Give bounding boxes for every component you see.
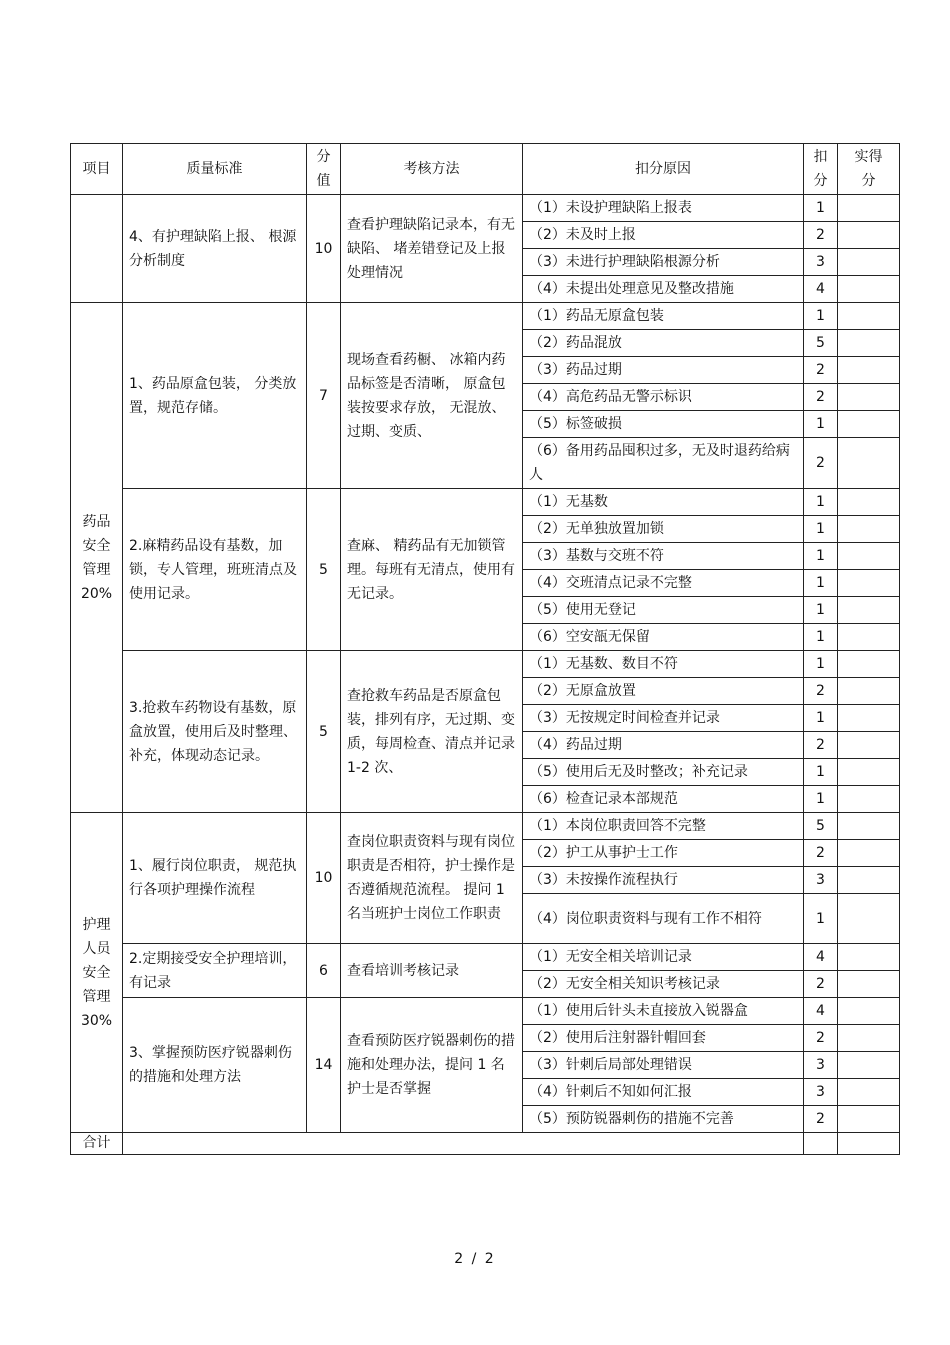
- deduction-reason: （4）交班清点记录不完整: [523, 570, 804, 597]
- deduction-reason: （3）基数与交班不符: [523, 543, 804, 570]
- actual-score-cell[interactable]: [838, 330, 900, 357]
- deduction-reason: （1）药品无原盒包装: [523, 303, 804, 330]
- deduction-points: 3: [804, 249, 838, 276]
- deduction-points: 3: [804, 1079, 838, 1106]
- assessment-method: 查抢救车药品是否原盒包装，排列有序，无过期、变质，每周检查、清点并记录 1-2 次、: [341, 651, 523, 813]
- total-deduct-cell[interactable]: [804, 1133, 838, 1155]
- deduction-reason: （2）药品混放: [523, 330, 804, 357]
- header-standard: 质量标准: [123, 144, 307, 195]
- deduction-points: 1: [804, 303, 838, 330]
- reason-row: [71, 489, 900, 516]
- deduction-points: 4: [804, 944, 838, 971]
- quality-standard: 2.定期接受安全护理培训，有记录: [123, 944, 307, 998]
- actual-score-cell[interactable]: [838, 840, 900, 867]
- score-value: 5: [307, 651, 341, 813]
- actual-score-cell[interactable]: [838, 543, 900, 570]
- header-method: 考核方法: [341, 144, 523, 195]
- deduction-reason: （1）使用后针头未直接放入锐器盒: [523, 998, 804, 1025]
- deduction-reason: （2）护工从事护士工作: [523, 840, 804, 867]
- deduction-points: 1: [804, 195, 838, 222]
- score-value: 5: [307, 489, 341, 651]
- total-blank: [123, 1133, 804, 1155]
- quality-standard: 3.抢救车药物设有基数，原盒放置，使用后及时整理、补充，体现动态记录。: [123, 651, 307, 813]
- deduction-reason: （3）无按规定时间检查并记录: [523, 705, 804, 732]
- actual-score-cell[interactable]: [838, 732, 900, 759]
- deduction-reason: （4）未提出处理意见及整改措施: [523, 276, 804, 303]
- deduction-reason: （4）岗位职责资料与现有工作不相符: [523, 894, 804, 944]
- deduction-reason: （1）无基数: [523, 489, 804, 516]
- assessment-method: 现场查看药橱、 冰箱内药品标签是否清晰， 原盒包装按要求存放， 无混放、过期、变质、: [341, 303, 523, 489]
- deduction-reason: （1）未设护理缺陷上报表: [523, 195, 804, 222]
- actual-score-cell[interactable]: [838, 597, 900, 624]
- actual-score-cell[interactable]: [838, 276, 900, 303]
- actual-score-cell[interactable]: [838, 1106, 900, 1133]
- score-value: 6: [307, 944, 341, 998]
- quality-standard: 3、掌握预防医疗锐器刺伤的措施和处理方法: [123, 998, 307, 1133]
- actual-score-cell[interactable]: [838, 1025, 900, 1052]
- total-actual-cell[interactable]: [838, 1133, 900, 1155]
- score-value: 14: [307, 998, 341, 1133]
- deduction-reason: （2）使用后注射器针帽回套: [523, 1025, 804, 1052]
- actual-score-cell[interactable]: [838, 411, 900, 438]
- actual-score-cell[interactable]: [838, 357, 900, 384]
- actual-score-cell[interactable]: [838, 705, 900, 732]
- deduction-reason: （3）针刺后局部处理错误: [523, 1052, 804, 1079]
- actual-score-cell[interactable]: [838, 894, 900, 944]
- header-score: 分 值: [307, 144, 341, 195]
- reason-row: [71, 303, 900, 330]
- deduction-reason: （2）未及时上报: [523, 222, 804, 249]
- actual-score-cell[interactable]: [838, 971, 900, 998]
- actual-score-cell[interactable]: [838, 813, 900, 840]
- header-item: 项目: [71, 144, 123, 195]
- deduction-points: 2: [804, 678, 838, 705]
- actual-score-cell[interactable]: [838, 867, 900, 894]
- header-reason: 扣分原因: [523, 144, 804, 195]
- deduction-reason: （6）检查记录本部规范: [523, 786, 804, 813]
- score-value: 10: [307, 813, 341, 944]
- deduction-points: 1: [804, 624, 838, 651]
- assessment-table: [70, 143, 900, 1155]
- deduction-reason: （5）预防锐器刺伤的措施不完善: [523, 1106, 804, 1133]
- section-name: [71, 195, 123, 303]
- quality-standard: 4、有护理缺陷上报、 根源分析制度: [123, 195, 307, 303]
- deduction-points: 5: [804, 330, 838, 357]
- total-label: 合计: [71, 1133, 123, 1155]
- quality-standard: 1、药品原盒包装， 分类放置，规范存储。: [123, 303, 307, 489]
- deduction-reason: （5）使用无登记: [523, 597, 804, 624]
- deduction-reason: （1）无基数、数目不符: [523, 651, 804, 678]
- assessment-method: 查看护理缺陷记录本，有无缺陷、 堵差错登记及上报处理情况: [341, 195, 523, 303]
- deduction-reason: （3）未按操作流程执行: [523, 867, 804, 894]
- header-actual: 实得 分: [838, 144, 900, 195]
- actual-score-cell[interactable]: [838, 222, 900, 249]
- actual-score-cell[interactable]: [838, 786, 900, 813]
- deduction-points: 2: [804, 732, 838, 759]
- actual-score-cell[interactable]: [838, 303, 900, 330]
- assessment-method: 查岗位职责资料与现有岗位职责是否相符，护士操作是否遵循规范流程。 提问 1 名当班护士岗位工作职责: [341, 813, 523, 944]
- assessment-method: 查麻、 精药品有无加锁管理。每班有无清点，使用有无记录。: [341, 489, 523, 651]
- deduction-points: 1: [804, 759, 838, 786]
- section-name: 护理 人员 安全 管理 30%: [71, 813, 123, 1133]
- deduction-points: 1: [804, 597, 838, 624]
- deduction-points: 3: [804, 1052, 838, 1079]
- deduction-points: 2: [804, 222, 838, 249]
- header-deduct: 扣 分: [804, 144, 838, 195]
- actual-score-cell[interactable]: [838, 384, 900, 411]
- deduction-points: 1: [804, 651, 838, 678]
- deduction-points: 1: [804, 543, 838, 570]
- deduction-reason: （4）针刺后不知如何汇报: [523, 1079, 804, 1106]
- actual-score-cell[interactable]: [838, 624, 900, 651]
- deduction-points: 1: [804, 786, 838, 813]
- deduction-reason: （5）标签破损: [523, 411, 804, 438]
- score-value: 10: [307, 195, 341, 303]
- actual-score-cell[interactable]: [838, 678, 900, 705]
- deduction-reason: （6）备用药品囤积过多，无及时退药给病人: [523, 438, 804, 489]
- reason-row: [71, 944, 900, 971]
- assessment-method: 查看培训考核记录: [341, 944, 523, 998]
- deduction-points: 3: [804, 867, 838, 894]
- deduction-points: 2: [804, 438, 838, 489]
- deduction-points: 1: [804, 516, 838, 543]
- deduction-reason: （2）无安全相关知识考核记录: [523, 971, 804, 998]
- actual-score-cell[interactable]: [838, 1079, 900, 1106]
- deduction-reason: （4）药品过期: [523, 732, 804, 759]
- deduction-reason: （2）无单独放置加锁: [523, 516, 804, 543]
- deduction-reason: （2）无原盒放置: [523, 678, 804, 705]
- total-row: [71, 1133, 900, 1155]
- page-number: 2 / 2: [454, 1251, 496, 1267]
- actual-score-cell[interactable]: [838, 944, 900, 971]
- header-row: [71, 144, 900, 195]
- deduction-points: 1: [804, 894, 838, 944]
- actual-score-cell[interactable]: [838, 759, 900, 786]
- deduction-points: 2: [804, 384, 838, 411]
- reason-row: [71, 651, 900, 678]
- deduction-points: 1: [804, 489, 838, 516]
- deduction-points: 4: [804, 998, 838, 1025]
- deduction-points: 1: [804, 705, 838, 732]
- actual-score-cell[interactable]: [838, 249, 900, 276]
- deduction-reason: （4）高危药品无警示标识: [523, 384, 804, 411]
- deduction-reason: （5）使用后无及时整改；补充记录: [523, 759, 804, 786]
- deduction-reason: （6）空安瓿无保留: [523, 624, 804, 651]
- deduction-points: 2: [804, 357, 838, 384]
- reason-row: [71, 998, 900, 1025]
- reason-row: [71, 813, 900, 840]
- actual-score-cell[interactable]: [838, 570, 900, 597]
- actual-score-cell[interactable]: [838, 516, 900, 543]
- deduction-points: 2: [804, 1025, 838, 1052]
- deduction-points: 1: [804, 570, 838, 597]
- deduction-points: 2: [804, 971, 838, 998]
- deduction-points: 4: [804, 276, 838, 303]
- actual-score-cell[interactable]: [838, 489, 900, 516]
- actual-score-cell[interactable]: [838, 651, 900, 678]
- deduction-reason: （1）无安全相关培训记录: [523, 944, 804, 971]
- section-name: 药品 安全 管理 20%: [71, 303, 123, 813]
- actual-score-cell[interactable]: [838, 438, 900, 489]
- deduction-reason: （3）未进行护理缺陷根源分析: [523, 249, 804, 276]
- deduction-points: 5: [804, 813, 838, 840]
- deduction-points: 1: [804, 411, 838, 438]
- quality-standard: 1、履行岗位职责， 规范执行各项护理操作流程: [123, 813, 307, 944]
- deduction-reason: （3）药品过期: [523, 357, 804, 384]
- actual-score-cell[interactable]: [838, 1052, 900, 1079]
- deduction-points: 2: [804, 840, 838, 867]
- reason-row: [71, 195, 900, 222]
- score-value: 7: [307, 303, 341, 489]
- deduction-reason: （1）本岗位职责回答不完整: [523, 813, 804, 840]
- assessment-method: 查看预防医疗锐器刺伤的措施和处理办法，提问 1 名护士是否掌握: [341, 998, 523, 1133]
- deduction-points: 2: [804, 1106, 838, 1133]
- quality-standard: 2.麻精药品设有基数，加锁，专人管理，班班清点及使用记录。: [123, 489, 307, 651]
- actual-score-cell[interactable]: [838, 195, 900, 222]
- actual-score-cell[interactable]: [838, 998, 900, 1025]
